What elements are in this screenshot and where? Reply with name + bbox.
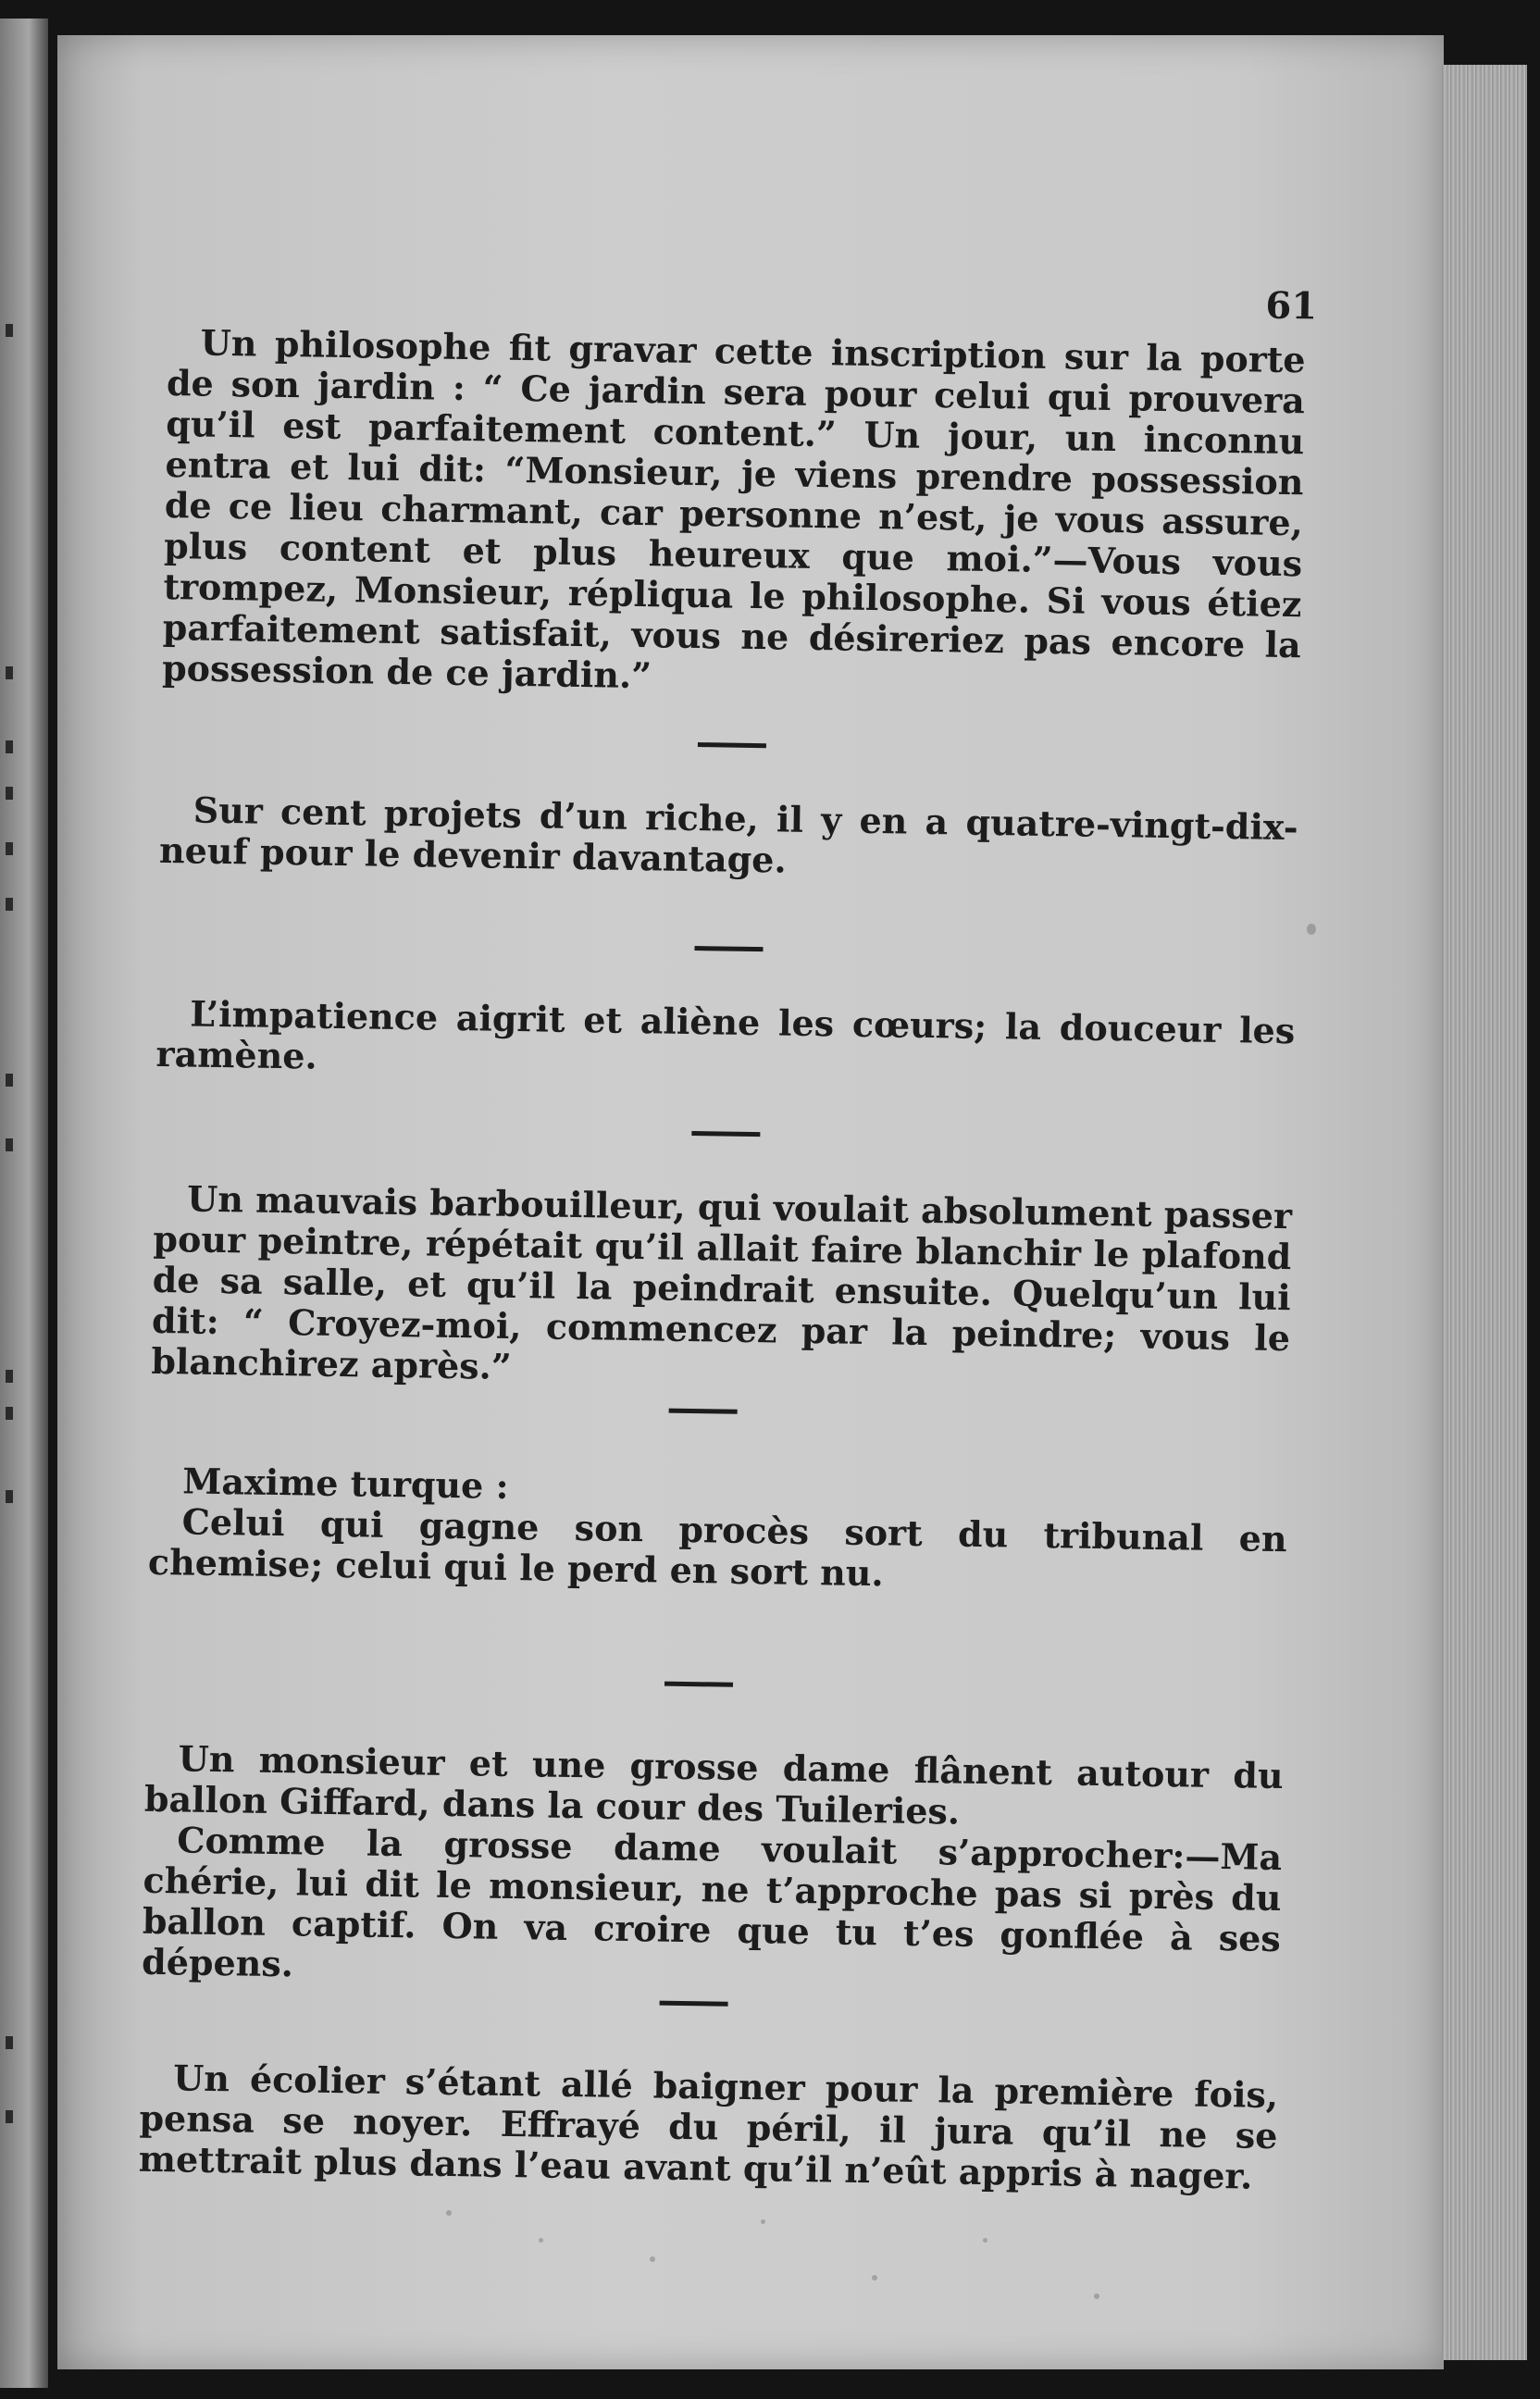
page-number: 61 (1265, 283, 1318, 329)
maxim-impatience: L’impatience aigrit et aliène les cœurs; la douceur les ramène. (155, 992, 1296, 1077)
paper-speckle (761, 2219, 765, 2224)
anecdote-balloon-punchline: Comme la grosse dame voulait s’approcher:—Ma chérie, lui dit le monsieur, ne t’approche pas si près du ballon captif. On va croire que tu t’es gonflée à ses dépens. (141, 1819, 1283, 1985)
section-divider (664, 1682, 733, 1687)
anecdote-painter: Un mauvais barbouilleur, qui voulait absolument passer pour peintre, répétait qu’il allait faire blanchir le plafond de sa salle, et qu’il la peindrait ensuite. Quelqu’un lui dit: “ Croyez-moi, commencez par la peindre; vous le blanchirez après.” (151, 1177, 1293, 1387)
paper-speckle (872, 2275, 877, 2281)
section-divider (698, 742, 766, 748)
anecdote-balloon-intro: Un monsieur et une grosse dame flânent autour du ballon Giffard, dans la cour des Tuileries. (143, 1737, 1284, 1833)
section-divider (660, 2001, 728, 2007)
page-content (138, 267, 1318, 2197)
paper-speckle (650, 2256, 655, 2262)
paper-speckle (446, 2210, 452, 2216)
maxim-turkish: Celui qui gagne son procès sort du tribunal en chemise; celui qui le perd en sort nu. (147, 1500, 1287, 1595)
paper-speckle (1094, 2293, 1099, 2299)
section-divider (694, 946, 763, 951)
section-divider (669, 1409, 738, 1414)
anecdote-schoolboy: Un écolier s’étant allé baigner pour la première fois, pensa se noyer. Effrayé du péril, il jura qu’il ne se mettrait plus dans l’eau avant qu’il n’eût appris à nager. (138, 2057, 1279, 2197)
maxim-rich-man: Sur cent projets d’un riche, il y en a quatre-vingt-dix-neuf pour le devenir davantage. (158, 789, 1298, 881)
anecdote-philosopher: Un philosophe fit gravar cette inscription sur la porte de son jardin : “ Ce jardin sera pour celui qui prouvera qu’il est parfaitement content.” Un jour, un inconnu entra et lui dit: “Monsieur, je viens prendre possession de ce lieu charmant, car personne n’est, je vous assure, plus content et plus heureux que moi.”—Vous vous trompez, Monsieur, répliqua le philosophe. Si vous étiez parfaitement satisfait, vous ne désireriez pas encore la possession de ce jardin.” (161, 321, 1306, 697)
paper-speckle (539, 2238, 543, 2243)
book-page (57, 35, 1444, 2369)
paper-speckle (1307, 924, 1316, 935)
section-divider (691, 1131, 760, 1137)
paper-speckle (983, 2238, 987, 2243)
maxim-heading: Maxime turque : (182, 1460, 509, 1507)
page-stack-edge (1442, 65, 1527, 2360)
facing-page-edge (0, 19, 48, 2388)
